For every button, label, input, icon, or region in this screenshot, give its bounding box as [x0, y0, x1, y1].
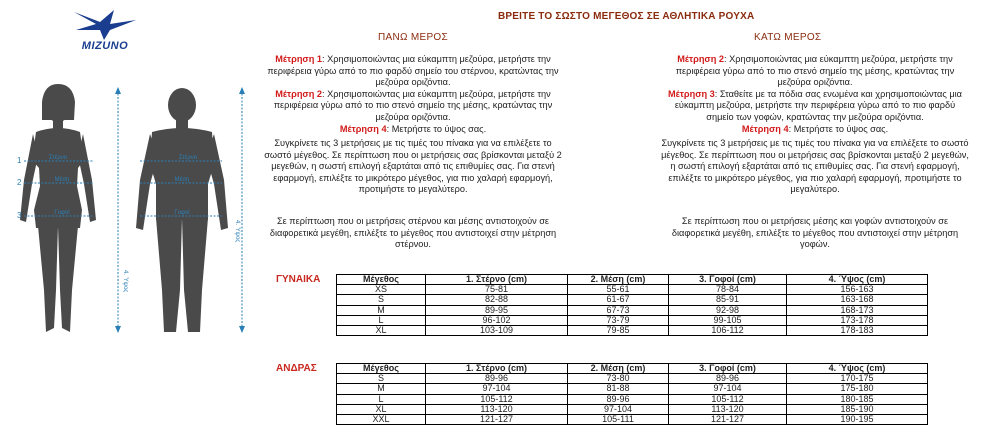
table-cell: XXL	[337, 414, 426, 424]
table-cell: 106-112	[669, 325, 787, 335]
col-waist-header: 2. Μέση (cm)	[568, 364, 669, 374]
male-height-label: 4. Ύψος	[234, 220, 240, 243]
table-header-row	[337, 364, 928, 374]
table-cell: L	[337, 315, 426, 325]
men-size-table	[336, 363, 928, 425]
table-cell: 82-88	[426, 295, 568, 305]
col-size-header: Μέγεθος	[337, 275, 426, 285]
table-cell: 105-111	[568, 414, 669, 424]
female-waist-label: Μέση	[54, 177, 70, 183]
table-cell: 97-104	[426, 384, 568, 394]
table-cell: 163-168	[787, 295, 928, 305]
table-cell: 121-127	[426, 414, 568, 424]
table-cell: XL	[337, 404, 426, 414]
upper-m4-text: : Μετρήστε το ύψος σας.	[386, 123, 487, 134]
col-hips-header: 3. Γοφοί (cm)	[669, 364, 787, 374]
table-cell: 89-96	[669, 374, 787, 384]
col-size-header: Μέγεθος	[337, 364, 426, 374]
lower-m2-label: Μέτρηση 2	[677, 54, 724, 64]
upper-measurements	[263, 54, 563, 135]
lower-m3-label: Μέτρηση 3	[668, 88, 715, 99]
table-cell: S	[337, 374, 426, 384]
table-cell: 105-112	[669, 394, 787, 404]
table-cell: 92-98	[669, 305, 787, 315]
women-table-body	[337, 285, 928, 336]
table-cell: XS	[337, 285, 426, 295]
table-cell: 175-180	[787, 384, 928, 394]
table-cell: 180-185	[787, 394, 928, 404]
col-waist-header: 2. Μέση (cm)	[568, 275, 669, 285]
col-hips-header: 3. Γοφοί (cm)	[669, 275, 787, 285]
female-height-label: 4. Ύψος	[122, 270, 128, 293]
number-1-label: 1	[17, 156, 22, 165]
runbird-icon	[70, 8, 140, 42]
table-cell: 73-79	[568, 315, 669, 325]
lower-diff-text: Σε περίπτωση που οι μετρήσεις μέσης και γοφών αντιστοιχούν σε διαφορετικά μεγέθη, επιλέξτε το μέγεθος που αντιστοιχεί στην μέτρηση γοφών.	[671, 216, 959, 250]
table-cell: 75-81	[426, 285, 568, 295]
table-cell: 121-127	[669, 414, 787, 424]
table-cell: 105-112	[426, 394, 568, 404]
table-cell: M	[337, 384, 426, 394]
upper-m2-label: Μέτρηση 2	[275, 88, 322, 99]
col-chest-header: 1. Στέρνο (cm)	[426, 275, 568, 285]
table-cell: 55-61	[568, 285, 669, 295]
lower-measurements	[660, 54, 970, 135]
table-cell: 78-84	[669, 285, 787, 295]
table-row	[337, 414, 928, 424]
male-waist-label: Μέση	[174, 177, 190, 183]
table-cell: 73-80	[568, 374, 669, 384]
table-cell: 85-91	[669, 295, 787, 305]
table-cell: 185-190	[787, 404, 928, 414]
logo-text: MIZUNO	[81, 40, 129, 52]
lower-m2-text: : Χρησιμοποιώντας μια εύκαμπτη μεζούρα, μετρήστε την περιφέρεια γύρω από το πιο στενό σημείο της μέσης, κρατώντας την μεζούρα οριζόντια.	[675, 54, 955, 88]
table-cell: 113-120	[426, 404, 568, 414]
table-cell: 168-173	[787, 305, 928, 315]
table-cell: 173-178	[787, 315, 928, 325]
table-row	[337, 394, 928, 404]
table-cell: 79-85	[568, 325, 669, 335]
table-cell: 61-67	[568, 295, 669, 305]
table-row	[337, 315, 928, 325]
female-chest-label: Στέρνο	[48, 155, 68, 161]
table-row	[337, 295, 928, 305]
upper-m1-label: Μέτρηση 1	[275, 54, 322, 64]
table-cell: 190-195	[787, 414, 928, 424]
table-cell: L	[337, 394, 426, 404]
table-cell: 170-175	[787, 374, 928, 384]
table-cell: XL	[337, 325, 426, 335]
upper-heading: ΠΑΝΩ ΜΕΡΟΣ	[378, 32, 448, 43]
lower-m3-text: : Σταθείτε με τα πόδια σας ενωμένα και χρησιμοποιώντας μια εύκαμπτη μεζούρα, μετρήστε την περιφέρεια γύρω από το πιο φαρδύ σημείο των γοφών, κρατώντας την μεζούρα οριζόντια.	[674, 88, 962, 122]
table-cell: 89-96	[426, 374, 568, 384]
table-cell: 89-95	[426, 305, 568, 315]
number-2-label: 2	[17, 178, 22, 187]
table-cell: 89-96	[568, 394, 669, 404]
table-cell: 97-104	[669, 384, 787, 394]
table-cell: 99-105	[669, 315, 787, 325]
male-chest-label: Στέρνο	[178, 155, 198, 161]
number-3-label: 3	[17, 211, 22, 220]
lower-m4-text: : Μετρήστε το ύψος σας.	[788, 123, 889, 134]
table-row	[337, 374, 928, 384]
table-cell: 67-73	[568, 305, 669, 315]
table-cell: 97-104	[568, 404, 669, 414]
col-chest-header: 1. Στέρνο (cm)	[426, 364, 568, 374]
male-hips-label: Γοφοί	[174, 210, 190, 216]
table-cell: M	[337, 305, 426, 315]
table-cell: S	[337, 295, 426, 305]
page-title: ΒΡΕΙΤΕ ΤΟ ΣΩΣΤΟ ΜΕΓΕΘΟΣ ΣΕ ΑΘΛΗΤΙΚΑ ΡΟΥΧΑ	[498, 11, 755, 22]
upper-m2-text: : Χρησιμοποιώντας μια εύκαμπτη μεζούρα, μετρήστε την περιφέρεια γύρω από το πιο στενό σημείο της μέσης, κρατώντας την μεζούρα οριζόντια.	[273, 88, 553, 122]
lower-compare-text: Συγκρίνετε τις 3 μετρήσεις με τις τιμές του πίνακα για να επιλέξετε το σωστό μέγεθος. Σε περίπτωση που οι μετρήσεις σας βρίσκονται μεταξύ 2 μεγεθών, η σωστή επιλογή εξαρτάται από τις επιθυμίες σας. Για στενή εφαρμογή, επιλέξτε το μικρότερο μέγεθος, για πιο χαλαρή εφαρμογή, προτιμήστε το μεγαλύτερο.	[661, 138, 969, 195]
table-cell: 156-163	[787, 285, 928, 295]
body-figures	[0, 60, 260, 350]
col-height-header: 4. Ύψος (cm)	[787, 364, 928, 374]
women-table-label: ΓΥΝΑΙΚΑ	[276, 274, 321, 285]
lower-m4-label: Μέτρηση 4	[741, 123, 789, 134]
table-cell: 178-183	[787, 325, 928, 335]
table-cell: 96-102	[426, 315, 568, 325]
upper-m4-label: Μέτρηση 4	[339, 123, 387, 134]
table-cell: 113-120	[669, 404, 787, 414]
upper-diff-text: Σε περίπτωση που οι μετρήσεις στέρνου και μέσης αντιστοιχούν σε διαφορετικά μεγέθη, επιλέξτε το μέγεθος που αντιστοιχεί στην μέτρηση στέρνου.	[269, 216, 557, 250]
table-row	[337, 404, 928, 414]
upper-m1-text: : Χρησιμοποιώντας μια εύκαμπτη μεζούρα, μετρήστε την περιφέρεια γύρω από το πιο φαρδύ σημείο του στέρνου, κρατώντας την μεζούρα οριζόντια.	[267, 54, 559, 88]
table-header-row	[337, 275, 928, 285]
upper-compare-text: Συγκρίνετε τις 3 μετρήσεις με τις τιμές του πίνακα για να επιλέξετε το σωστό μέγεθος. Σε περίπτωση που οι μετρήσεις σας βρίσκονται μεταξύ 2 μεγεθών, η σωστή επιλογή εξαρτάται από τις επιθυμίες σας. Για στενή εφαρμογή, επιλέξτε το μικρότερο μέγεθος, για πιο χαλαρή εφαρμογή, προτιμήστε το μεγαλύτερο.	[264, 138, 562, 195]
female-figure	[20, 84, 96, 332]
women-size-table	[336, 274, 928, 336]
mizuno-logo	[70, 8, 140, 54]
men-table-label: ΑΝΔΡΑΣ	[276, 363, 317, 374]
table-cell: 103-109	[426, 325, 568, 335]
table-row	[337, 285, 928, 295]
table-row	[337, 384, 928, 394]
men-table-body	[337, 374, 928, 425]
table-cell: 81-88	[568, 384, 669, 394]
lower-heading: ΚΑΤΩ ΜΕΡΟΣ	[754, 32, 822, 43]
female-hips-label: Γοφοί	[54, 210, 70, 216]
col-height-header: 4. Ύψος (cm)	[787, 275, 928, 285]
table-row	[337, 305, 928, 315]
table-row	[337, 325, 928, 335]
